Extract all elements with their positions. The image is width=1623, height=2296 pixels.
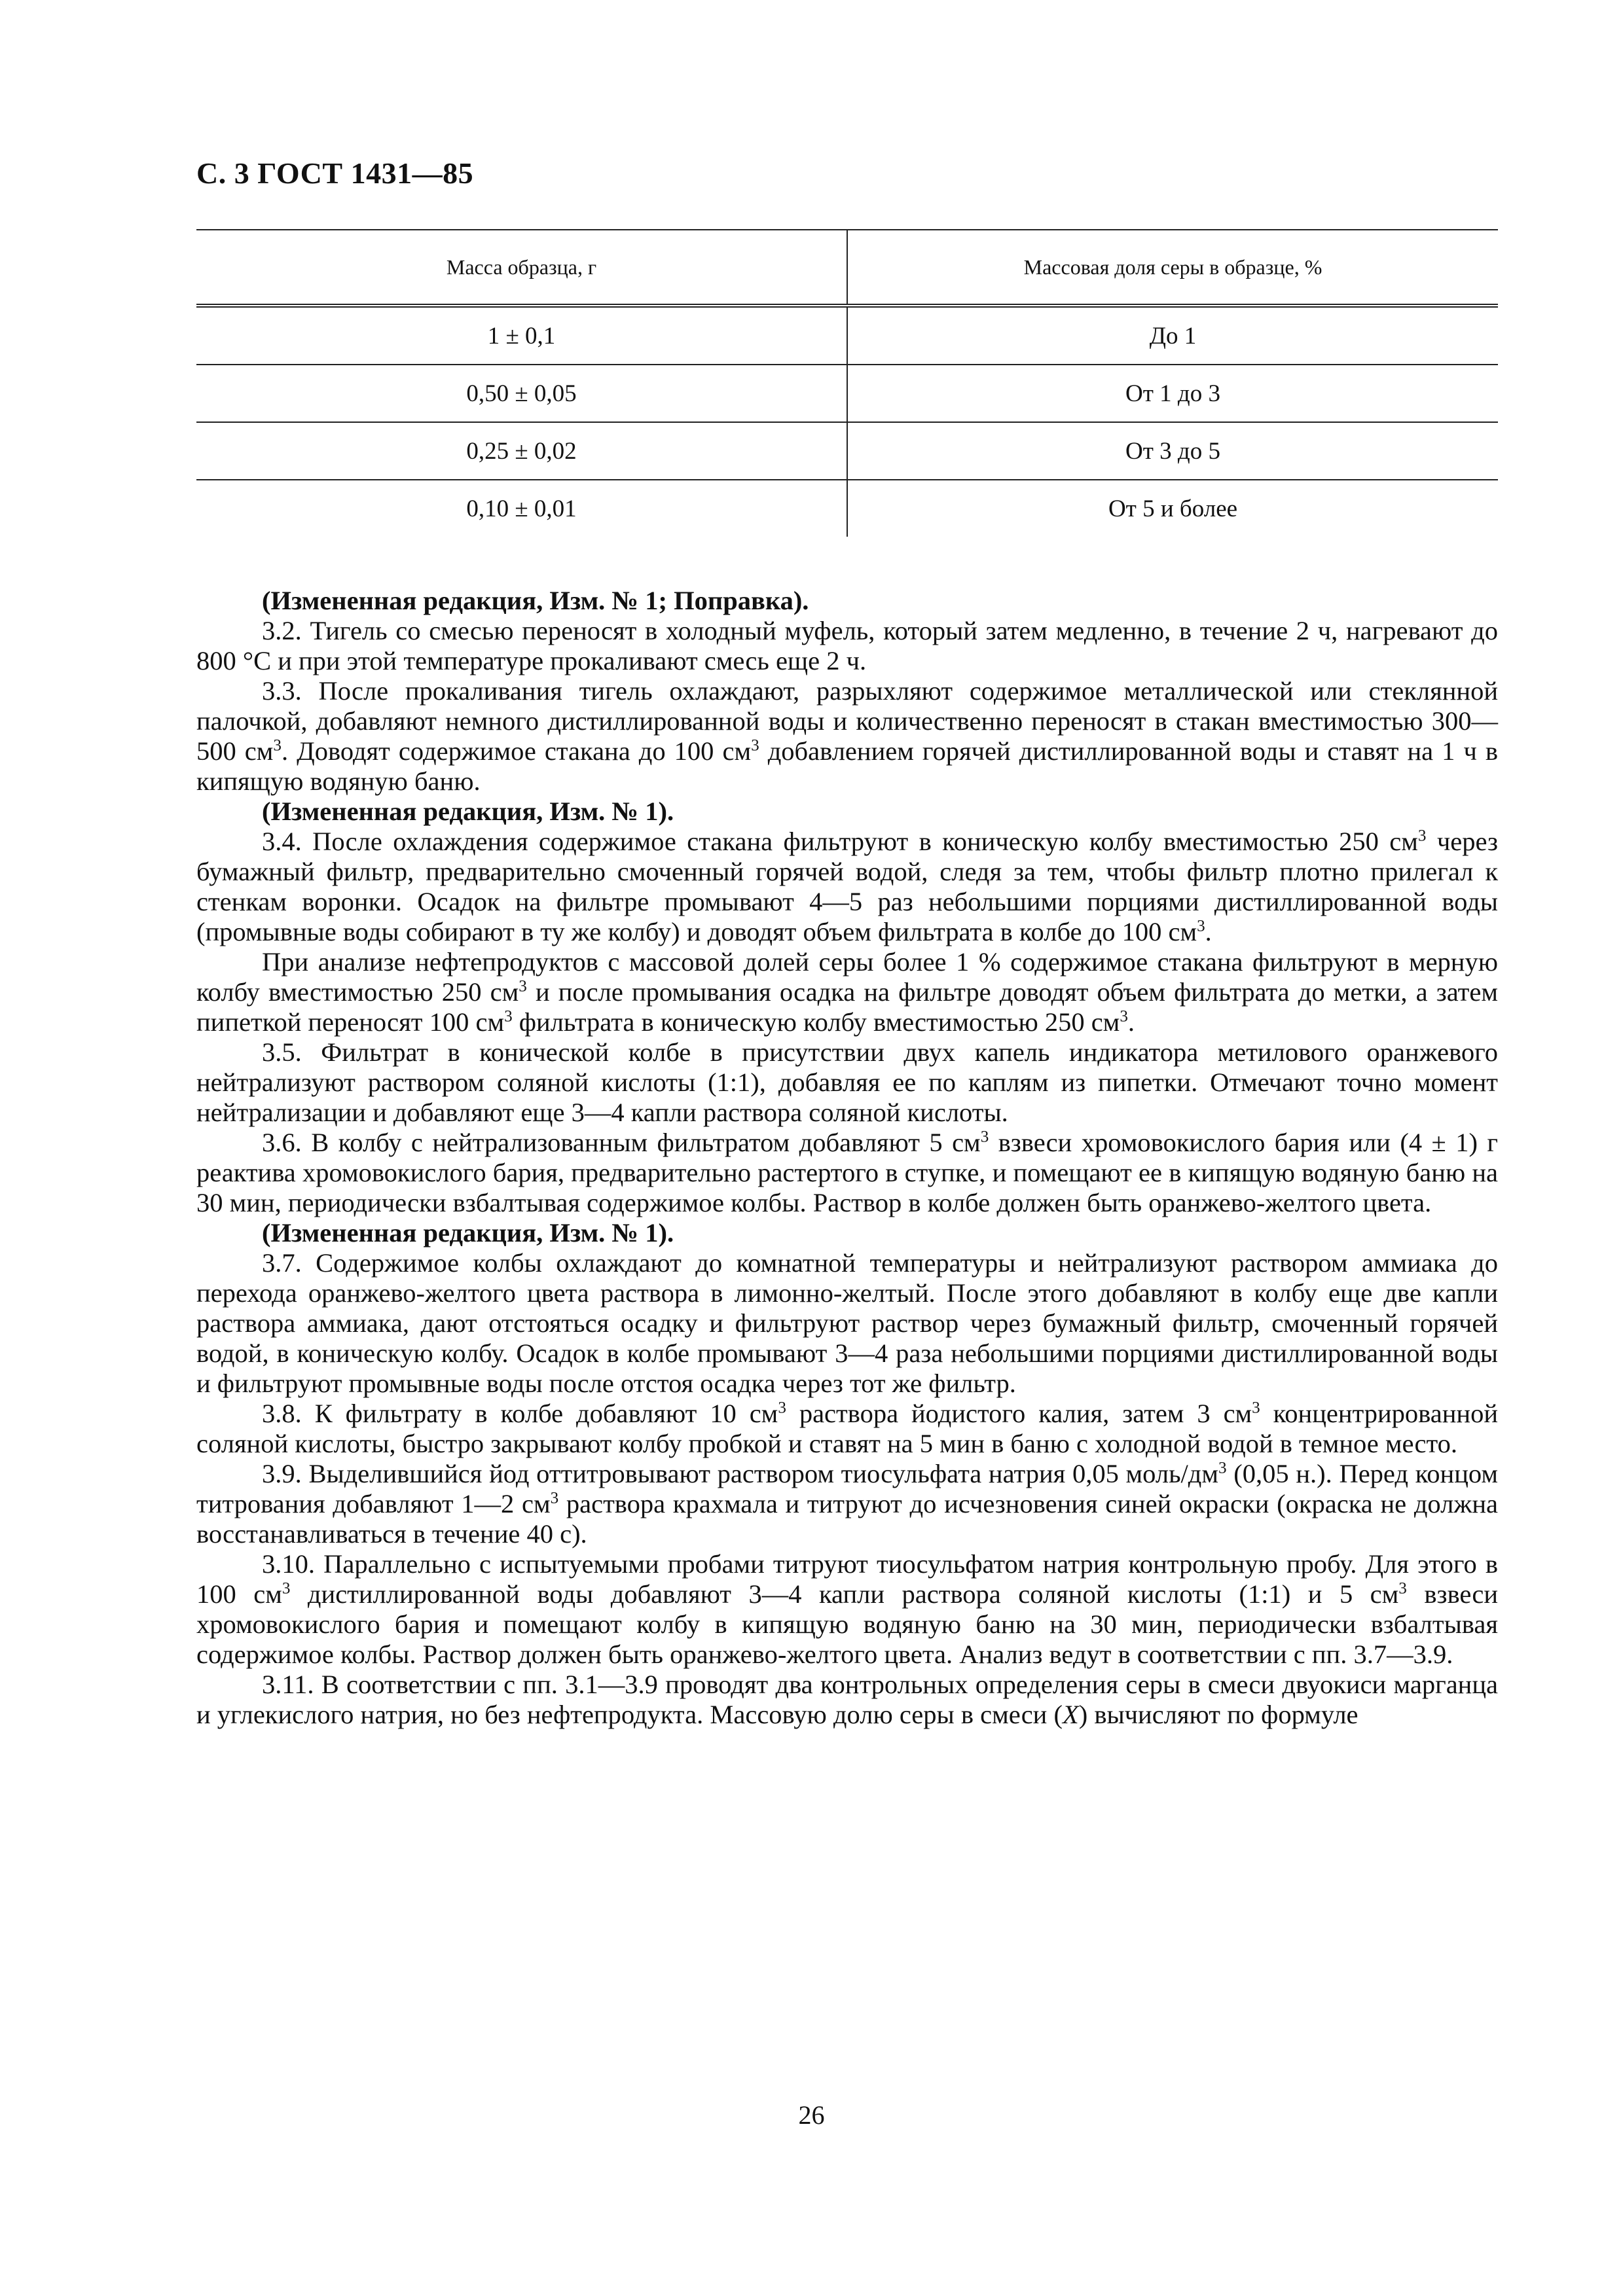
table-row <box>196 306 1498 365</box>
paragraph: 3.4. После охлаждения содержимое стакана фильтруют в коническую колбу вместимостью 250 $см^3$ через бумажный фильтр, предварительно смоченный горячей водой, следя за тем, чтобы фильтр плотно прилегал к стенкам воронки. Осадок на фильтре промывают 4—5 раз небольшими порциями дистиллированной воды (промывные воды собирают в ту же колбу) и доводят объем фильтрата в колбе до 100 $см^3$. <box>196 827 1498 946</box>
amendment-note: (Измененная редакция, Изм. № 1). <box>262 797 674 826</box>
table-row <box>196 422 1498 480</box>
table <box>196 229 1498 537</box>
body-text <box>196 586 1498 1730</box>
page-header: С. 3 ГОСТ 1431—85 <box>196 156 474 190</box>
column-header: Массовая доля серы в образце, % <box>847 230 1498 306</box>
column-header: Масса образца, г <box>196 230 847 306</box>
paragraph: 3.10. Параллельно с испытуемыми пробами титруют тиосульфатом натрия контрольную пробу. Для этого в 100 $см^3$ дистиллированной воды добавляют 3—4 капли раствора соляной кислоты (1:1) и 5 $см^3$ взвеси хромовокислого бария и помещают колбу в кипящую водяную баню на 30 мин, периодически взбалтывая содержимое колбы. Раствор должен быть оранжево-желтого цвета. Анализ ведут в соответствии с пп. 3.7—3.9. <box>196 1549 1498 1669</box>
paragraph: 3.9. Выделившийся йод оттитровывают раствором тиосульфата натрия 0,05 моль/$дм^3$ (0,05 н.). Перед концом титрования добавляют 1—2 $см^3$ раствора крахмала и титруют до исчезновения синей окраски (окраска не должна восстанавливаться в течение 40 с). <box>196 1459 1498 1549</box>
paragraph: 3.8. К фильтрату в колбе добавляют 10 $см^3$ раствора йодистого калия, затем 3 $см^3$ концентрированной соляной кислоты, быстро закрывают колбу пробкой и ставят на 5 мин в баню с холодной водой в темное место. <box>196 1399 1498 1458</box>
paragraph: 3.6. В колбу с нейтрализованным фильтратом добавляют 5 $см^3$ взвеси хромовокислого бария или (4 ± 1) г реактива хромовокислого бария, предварительно растертого в ступке, и помещают ее в кипящую водяную баню на 30 мин, периодически взбалтывая содержимое колбы. Раствор в колбе должен быть оранжево-желтого цвета. <box>196 1128 1498 1217</box>
table-cell: От 3 до 5 <box>847 422 1498 480</box>
table-cell: От 5 и более <box>1108 495 1238 522</box>
table-header-row <box>196 230 1498 306</box>
table-row <box>196 480 1498 537</box>
sample-mass-table <box>196 229 1498 537</box>
paragraph: 3.11. В соответствии с пп. 3.1—3.9 проводят два контрольных определения серы в смеси двуокиси марганца и углекислого натрия, но без нефтепродукта. Массовую долю серы в смеси (X) вычисляют по формуле <box>196 1670 1498 1729</box>
table-cell: 0,10 ± 0,01 <box>196 480 847 537</box>
table-cell: 0,50 ± 0,05 <box>196 365 847 422</box>
table-cell: 0,25 ± 0,02 <box>196 422 847 480</box>
table-cell: От 1 до 3 <box>847 365 1498 422</box>
amendment-note: (Измененная редакция, Изм. № 1; Поправка). <box>262 586 809 615</box>
paragraph: 3.5. Фильтрат в конической колбе в присутствии двух капель индикатора метилового оранжевого нейтрализуют раствором соляной кислоты (1:1), добавляя ее по каплям из пипетки. Отмечают точно момент нейтрализации и добавляют еще 3—4 капли раствора соляной кислоты. <box>196 1037 1498 1127</box>
table-cell: 1 ± 0,1 <box>196 306 847 365</box>
amendment-note: (Измененная редакция, Изм. № 1). <box>262 1218 674 1247</box>
table-row <box>196 365 1498 422</box>
paragraph: 3.2. Тигель со смесью переносят в холодный муфель, который затем медленно, в течение 2 ч, нагревают до 800 °С и при этой температуре прокаливают смесь еще 2 ч. <box>196 616 1498 675</box>
page-number: 26 <box>798 2100 825 2130</box>
paragraph: 3.7. Содержимое колбы охлаждают до комнатной температуры и нейтрализуют раствором аммиака до перехода оранжево-желтого цвета раствора в лимонно-желтый. После этого добавляют в колбу еще две капли раствора аммиака, дают отстояться осадку и фильтруют раствор через бумажный фильтр, смоченный горячей водой, в коническую колбу. Осадок в колбе промывают 3—4 раза небольшими порциями дистиллированной воды и фильтруют промывные воды после отстоя осадка через тот же фильтр. <box>196 1248 1498 1398</box>
paragraph: При анализе нефтепродуктов с массовой долей серы более 1 % содержимое стакана фильтруют в мерную колбу вместимостью 250 $см^3$ и после промывания осадка на фильтре доводят объем фильтрата до метки, а затем пипеткой переносят 100 $см^3$ фильтрата в коническую колбу вместимостью 250 $см^3$. <box>196 947 1498 1037</box>
table-cell: До 1 <box>847 306 1498 365</box>
paragraph: 3.3. После прокаливания тигель охлаждают, разрыхляют содержимое металлической или стеклянной палочкой, добавляют немного дистиллированной воды и количественно переносят в стакан вместимостью 300—500 $см^3$. Доводят содержимое стакана до 100 $см^3$ добавлением горячей дистиллированной воды и ставят на 1 ч в кипящую водяную баню. <box>196 676 1498 796</box>
